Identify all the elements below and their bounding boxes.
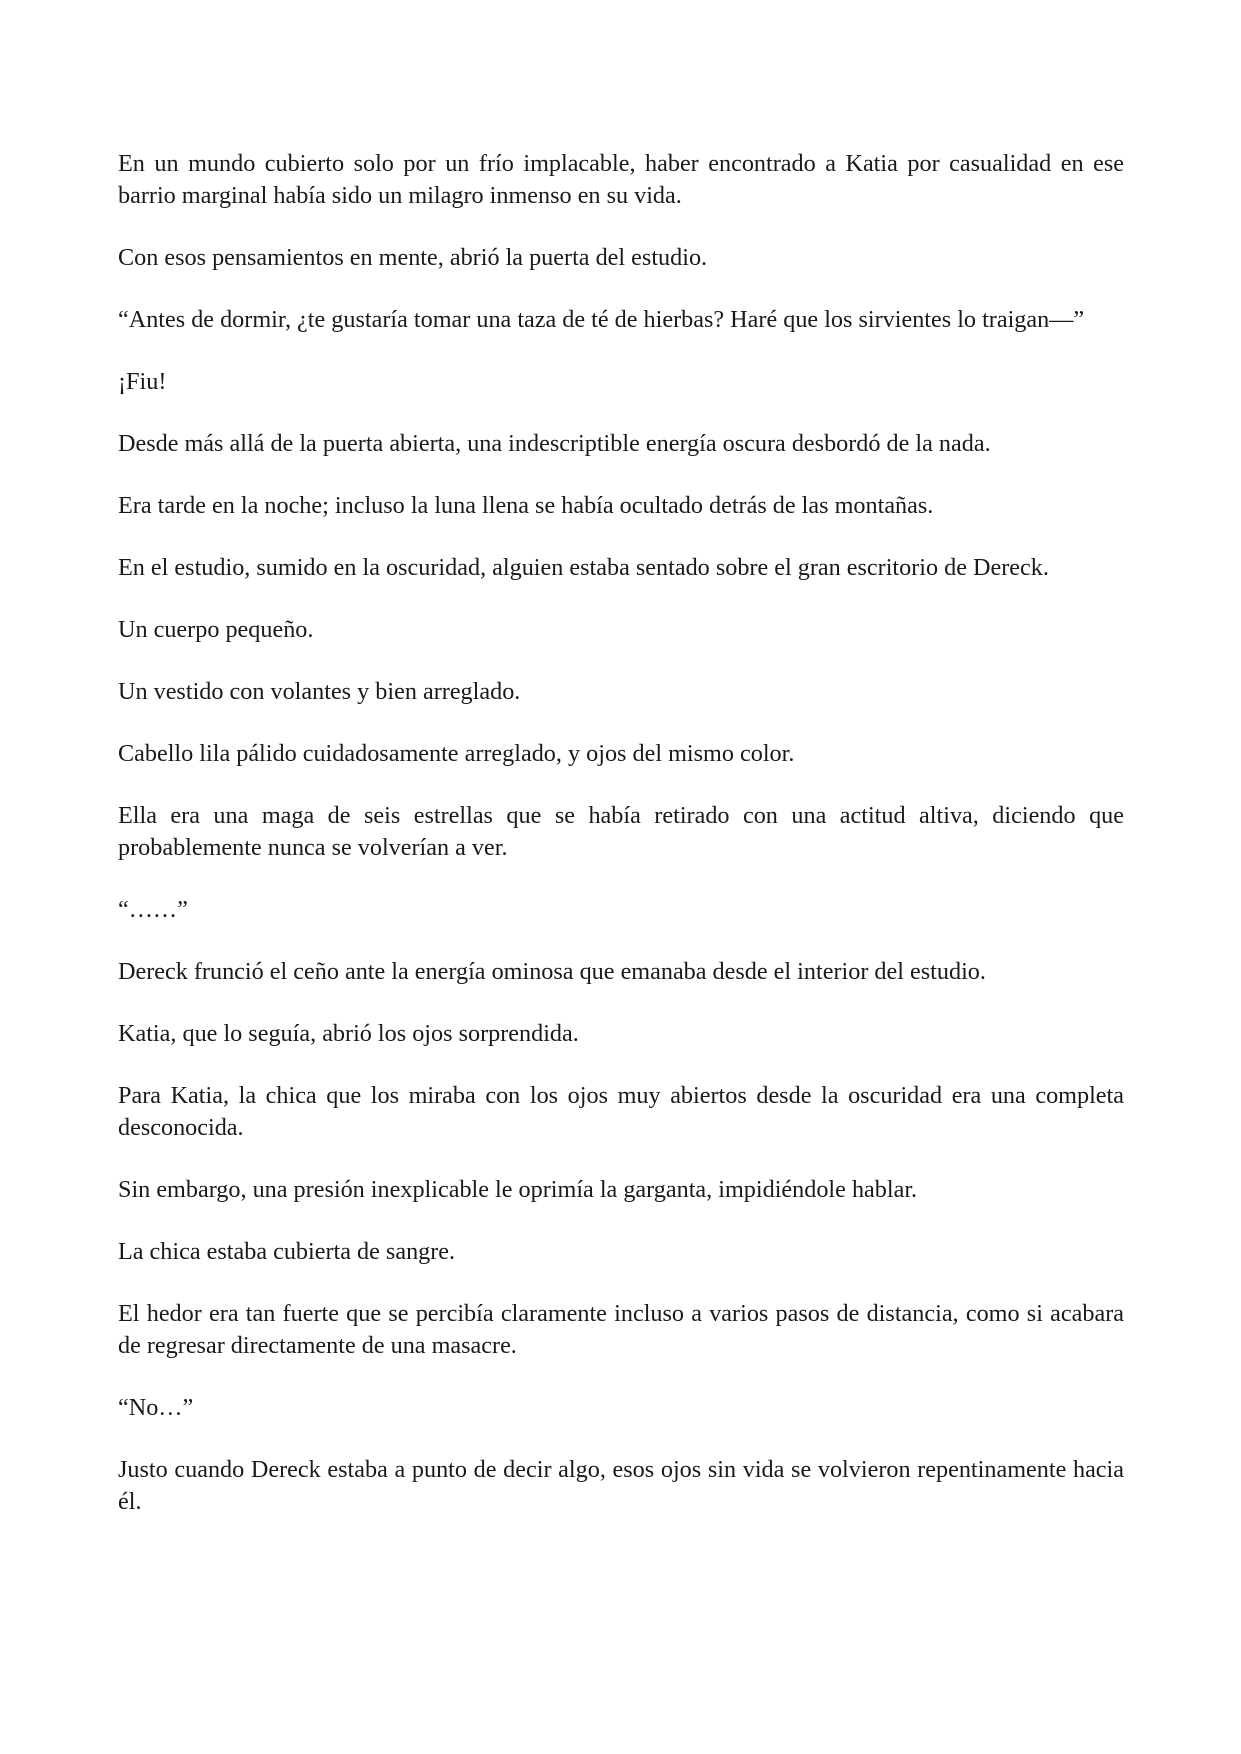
document-body — [118, 148, 1124, 1548]
paragraph: Desde más allá de la puerta abierta, una indescriptible energía oscura desbordó de la nada. — [118, 430, 991, 457]
paragraph: Ella era una maga de seis estrellas que se había retirado con una actitud altiva, diciendo que probablemente nunca se volverían a ver. — [118, 802, 1124, 861]
paragraph: Sin embargo, una presión inexplicable le oprimía la garganta, impidiéndole hablar. — [118, 1176, 918, 1203]
paragraph: Katia, que lo seguía, abrió los ojos sorprendida. — [118, 1020, 579, 1047]
paragraph: El hedor era tan fuerte que se percibía claramente incluso a varios pasos de distancia, como si acabara de regresar directamente de una masacre. — [118, 1300, 1124, 1359]
paragraph: En un mundo cubierto solo por un frío implacable, haber encontrado a Katia por casualidad en ese barrio marginal había sido un milagro inmenso en su vida. — [118, 150, 1124, 209]
paragraph: Justo cuando Dereck estaba a punto de decir algo, esos ojos sin vida se volvieron repentinamente hacia él. — [118, 1456, 1124, 1515]
paragraph: Cabello lila pálido cuidadosamente arreglado, y ojos del mismo color. — [118, 740, 795, 767]
paragraph: En el estudio, sumido en la oscuridad, alguien estaba sentado sobre el gran escritorio de Dereck. — [118, 554, 1049, 581]
paragraph: “No…” — [118, 1394, 194, 1421]
paragraph: ¡Fiu! — [118, 368, 167, 395]
paragraph: Un vestido con volantes y bien arreglado. — [118, 678, 521, 705]
paragraph: Con esos pensamientos en mente, abrió la puerta del estudio. — [118, 244, 708, 271]
paragraph: “Antes de dormir, ¿te gustaría tomar una taza de té de hierbas? Haré que los sirvientes lo traigan—” — [118, 306, 1085, 333]
paragraph: Era tarde en la noche; incluso la luna llena se había ocultado detrás de las montañas. — [118, 492, 934, 519]
paragraph: Para Katia, la chica que los miraba con los ojos muy abiertos desde la oscuridad era una completa desconocida. — [118, 1082, 1124, 1141]
paragraph: Un cuerpo pequeño. — [118, 616, 314, 643]
paragraph: “……” — [118, 896, 188, 923]
paragraph: Dereck frunció el ceño ante la energía ominosa que emanaba desde el interior del estudio. — [118, 958, 986, 985]
paragraph: La chica estaba cubierta de sangre. — [118, 1238, 456, 1265]
